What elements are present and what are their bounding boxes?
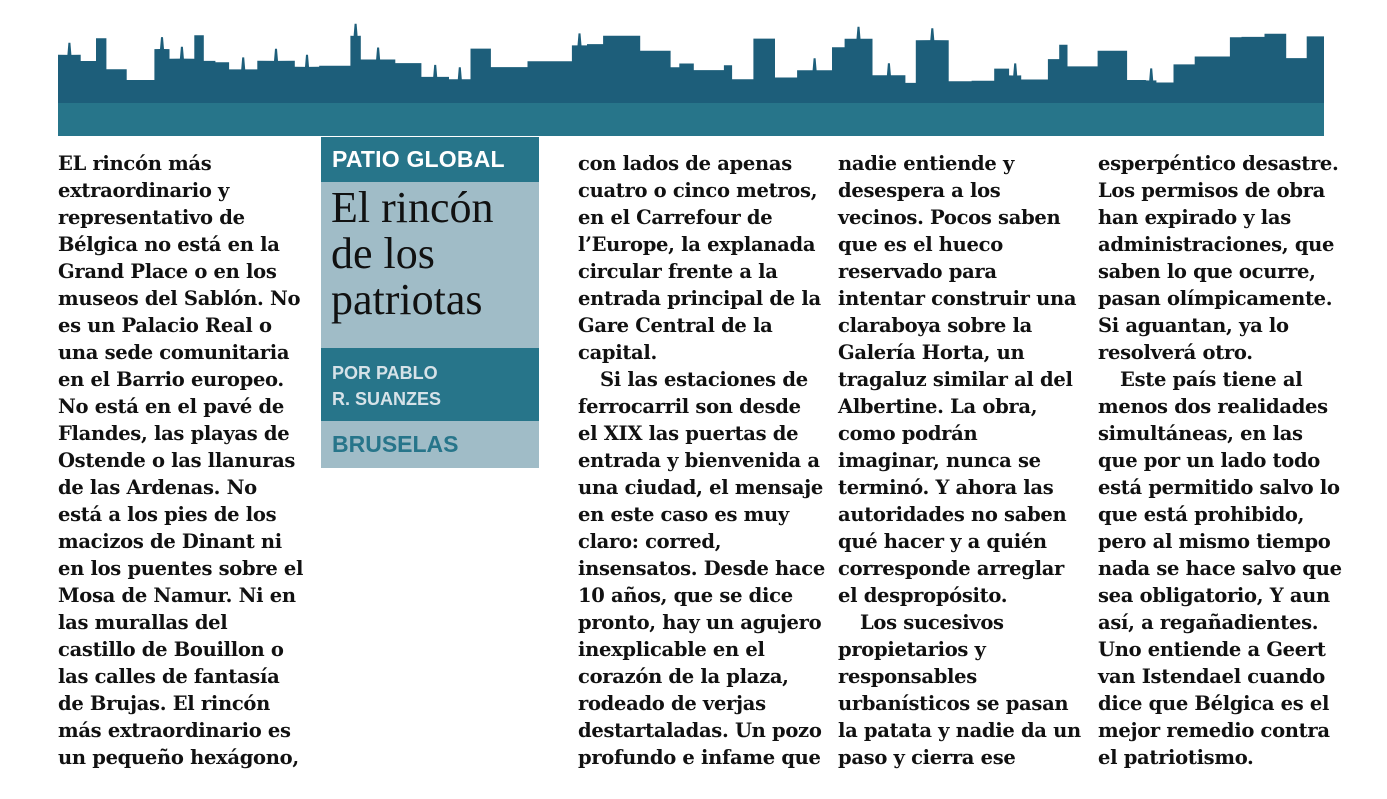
text-line: en este caso es muy <box>578 503 789 526</box>
text-line: ferrocarril son desde <box>578 395 801 418</box>
text-line: l’Europe, la explanada <box>578 233 816 256</box>
text-line: corazón de la plaza, <box>578 665 789 688</box>
text-line: administraciones, que <box>1098 233 1335 256</box>
text-line: es un Palacio Real o <box>58 314 272 337</box>
text-line: en los puentes sobre el <box>58 557 304 580</box>
text-line: Albertine. La obra, <box>838 395 1038 418</box>
text-line: resolverá otro. <box>1098 341 1253 364</box>
text-line: intentar construir una <box>838 287 1077 310</box>
text-line: el patriotismo. <box>1098 746 1254 769</box>
text-line: museos del Sablón. No <box>58 287 301 310</box>
text-line: van Istendael cuando <box>1098 665 1326 688</box>
text-line: desespera a los <box>838 179 1001 202</box>
text-line: destartaladas. Un pozo <box>578 719 822 742</box>
text-line: entrada principal de la <box>578 287 821 310</box>
text-line: que por un lado todo <box>1098 449 1320 472</box>
text-line: paso y cierra ese <box>838 746 1016 769</box>
text-line: reservado para <box>838 260 997 283</box>
text-line: pronto, hay un agujero <box>578 611 822 634</box>
text-line: macizos de Dinant ni <box>58 530 282 553</box>
text-line: menos dos realidades <box>1098 395 1328 418</box>
text-line: entrada y bienvenida a <box>578 449 820 472</box>
section-text: PATIO GLOBAL <box>332 146 505 172</box>
text-line: así, a regañadientes. <box>1098 611 1319 634</box>
text-line: de las Ardenas. No <box>58 476 257 499</box>
text-line: qué hacer y a quién <box>838 530 1047 553</box>
text-line: 10 años, que se dice <box>578 584 793 607</box>
text-line: Los permisos de obra <box>1098 179 1325 202</box>
text-line: Flandes, las playas de <box>58 422 290 445</box>
text-line: pasan olímpicamente. <box>1098 287 1333 310</box>
text-line: Bélgica no está en la <box>58 233 280 256</box>
text-line: que es el hueco <box>838 233 1003 256</box>
headline-line: de los <box>331 229 435 278</box>
text-line: el despropósito. <box>838 584 1008 607</box>
headline-line: El rincón <box>331 183 494 232</box>
text-line: la patata y nadie da un <box>838 719 1081 742</box>
city-skyline-illustration <box>58 22 1324 104</box>
text-line: circular frente a la <box>578 260 778 283</box>
text-line: el XIX las puertas de <box>578 422 799 445</box>
headline-line: patriotas <box>331 275 483 324</box>
text-line: mejor remedio contra <box>1098 719 1330 742</box>
text-line: saben lo que ocurre, <box>1098 260 1316 283</box>
text-line: Los sucesivos <box>860 611 1004 634</box>
article-column-4 <box>1098 150 1342 771</box>
text-line: las murallas del <box>58 611 228 634</box>
text-line: Gare Central de la <box>578 314 773 337</box>
text-line: imaginar, nunca se <box>838 449 1041 472</box>
text-line: como podrán <box>838 422 978 445</box>
text-line: tragaluz similar al del <box>838 368 1073 391</box>
text-line: han expirado y las <box>1098 206 1291 229</box>
text-line: nadie entiende y <box>838 152 1014 175</box>
text-line: cuatro o cinco metros, <box>578 179 818 202</box>
article-column-2 <box>578 150 825 771</box>
text-line: está permitido salvo lo <box>1098 476 1340 499</box>
text-line: que está prohibido, <box>1098 503 1305 526</box>
text-line: Si aguantan, ya lo <box>1098 314 1289 337</box>
text-line: una sede comunitaria <box>58 341 290 364</box>
text-line: urbanísticos se pasan <box>838 692 1069 715</box>
text-line: sea obligatorio, Y aun <box>1098 584 1330 607</box>
text-line: simultáneas, en las <box>1098 422 1303 445</box>
byline <box>321 348 539 421</box>
text-line: pero al mismo tiempo <box>1098 530 1331 553</box>
text-line: responsables <box>838 665 977 688</box>
text-line: en el Barrio europeo. <box>58 368 284 391</box>
article-column-1 <box>58 150 303 771</box>
text-line: en el Carrefour de <box>578 206 773 229</box>
text-line: una ciudad, el mensaje <box>578 476 824 499</box>
text-line: claraboya sobre la <box>838 314 1032 337</box>
text-line: insensatos. Desde hace <box>578 557 825 580</box>
text-line: inexplicable en el <box>578 638 765 661</box>
byline-line: POR PABLO <box>332 363 438 383</box>
text-line: representativo de <box>58 206 245 229</box>
text-line: extraordinario y <box>58 179 230 202</box>
text-line: rodeado de verjas <box>578 692 766 715</box>
article-column-3 <box>838 150 1081 771</box>
text-line: Grand Place o en los <box>58 260 277 283</box>
text-line: vecinos. Pocos saben <box>838 206 1061 229</box>
text-line: No está en el pavé de <box>58 395 284 418</box>
byline-line: R. SUANZES <box>332 389 442 409</box>
text-line: Este país tiene al <box>1120 368 1303 391</box>
text-line: dice que Bélgica es el <box>1098 692 1330 715</box>
dateline-city <box>321 421 539 468</box>
text-line: las calles de fantasía <box>58 665 280 688</box>
section-label <box>321 137 539 182</box>
text-line: Galería Horta, un <box>838 341 1025 364</box>
text-line: Si las estaciones de <box>600 368 808 391</box>
text-line: corresponde arreglar <box>838 557 1065 580</box>
text-line: autoridades no saben <box>838 503 1067 526</box>
city-text: BRUSELAS <box>332 431 459 457</box>
text-line: de Brujas. El rincón <box>58 692 270 715</box>
text-line: Mosa de Namur. Ni en <box>58 584 296 607</box>
text-line: esperpéntico desastre. <box>1098 152 1339 175</box>
headline <box>321 182 539 348</box>
text-line: profundo e infame que <box>578 746 821 769</box>
text-line: un pequeño hexágono, <box>58 746 299 769</box>
text-line: propietarios y <box>838 638 986 661</box>
text-line: EL rincón más <box>58 152 212 175</box>
text-line: capital. <box>578 341 657 364</box>
text-line: Uno entiende a Geert <box>1098 638 1326 661</box>
text-line: está a los pies de los <box>58 503 277 526</box>
text-line: terminó. Y ahora las <box>838 476 1054 499</box>
text-line: Ostende o las llanuras <box>58 449 296 472</box>
text-line: claro: corred, <box>578 530 722 553</box>
header-band <box>58 103 1324 136</box>
text-line: nada se hace salvo que <box>1098 557 1342 580</box>
text-line: más extraordinario es <box>58 719 291 742</box>
text-line: con lados de apenas <box>578 152 792 175</box>
text-line: castillo de Bouillon o <box>58 638 284 661</box>
article-header-box <box>321 137 539 468</box>
